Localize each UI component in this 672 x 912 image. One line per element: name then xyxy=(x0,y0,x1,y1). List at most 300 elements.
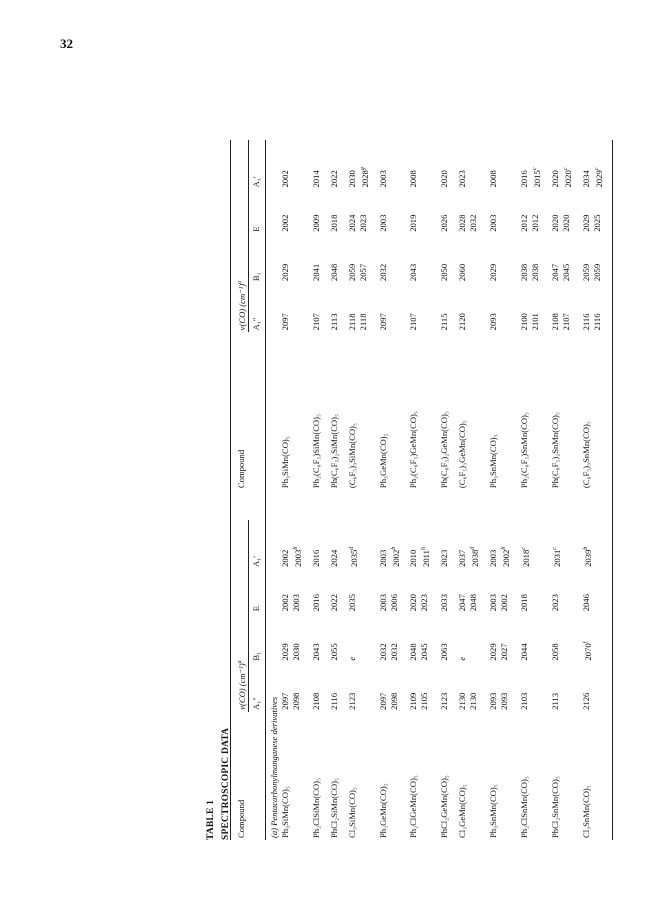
right-b1-text: 2059 xyxy=(591,263,602,282)
right-e-value xyxy=(358,191,369,231)
right-e-text: 2023 xyxy=(357,214,368,232)
header-nu-co-left-sup: a xyxy=(237,660,243,664)
right-e-value xyxy=(408,191,419,231)
left-e-value xyxy=(550,571,561,611)
left-a1pp-text: 2113 xyxy=(549,692,560,710)
left-b1-text: e xyxy=(346,656,357,661)
right-e-text: 2019 xyxy=(408,214,419,232)
left-a1pp-value xyxy=(291,665,302,710)
left-a1pp-cell xyxy=(280,663,304,712)
right-e-value xyxy=(280,191,291,231)
left-a1p-value xyxy=(311,522,322,567)
right-e-value xyxy=(329,191,340,231)
left-b1-value xyxy=(329,615,340,660)
right-e-cell xyxy=(439,189,450,233)
left-a1pp-cell xyxy=(550,663,574,712)
right-compound: Ph₂(C₆F₅)GeMn(CO)₅ xyxy=(408,411,419,489)
right-a1pp-text: 2118 xyxy=(357,313,368,331)
left-b1-value xyxy=(280,615,291,660)
left-b1-value xyxy=(499,615,510,660)
right-e-value xyxy=(519,191,530,231)
left-e-cell xyxy=(280,569,304,613)
left-b1-value xyxy=(550,615,561,660)
right-a1p-text: 2030 xyxy=(346,170,357,188)
right-e-cell xyxy=(457,189,481,233)
right-e-cell xyxy=(311,189,322,233)
right-a1p-text: 2023 xyxy=(457,170,468,188)
left-a1p-cell xyxy=(581,520,605,569)
right-e-value xyxy=(592,191,603,231)
left-a1pp-text: 2123 xyxy=(439,692,450,710)
left-e-text: 2018 xyxy=(519,594,530,612)
right-e-value xyxy=(457,191,468,231)
left-e-text: 2023 xyxy=(549,594,560,612)
right-a1p-cell xyxy=(439,140,450,189)
left-a1p-value xyxy=(389,522,402,567)
left-compound: PhCl₂SnMn(CO)₅ xyxy=(549,776,560,838)
left-a1p-value xyxy=(581,522,594,567)
left-e-cell xyxy=(408,569,432,613)
right-b1-value xyxy=(561,236,572,281)
right-e-cell xyxy=(519,189,543,233)
right-a1p-cell xyxy=(311,140,322,189)
left-a1pp-value xyxy=(457,665,468,710)
right-b1-value xyxy=(329,236,340,281)
right-b1-value xyxy=(550,236,561,281)
right-b1-text: 2041 xyxy=(310,263,321,282)
right-b1-value xyxy=(530,236,541,281)
left-b1-text: 2044 xyxy=(519,643,530,661)
right-a1pp-cell xyxy=(519,283,543,332)
left-a1pp-value xyxy=(581,665,592,710)
right-e-value xyxy=(378,191,389,231)
left-b1-value xyxy=(291,615,302,660)
right-a1pp-text: 2107 xyxy=(310,313,321,331)
right-a1p-text: 2020 xyxy=(549,170,560,188)
left-a1p-footnote: d xyxy=(348,546,355,550)
left-b1-text: 2032 xyxy=(388,643,399,661)
right-e-cell xyxy=(329,189,340,233)
right-a1p-text: 2008 xyxy=(408,170,419,188)
left-a1pp-text: 2109 xyxy=(408,692,419,710)
right-a1pp-text: 2108 xyxy=(549,313,560,331)
right-a1p-text: 2015 xyxy=(531,170,542,188)
left-e-cell xyxy=(550,569,574,613)
subheader-a1p-right: A₁′ xyxy=(248,140,265,189)
left-a1pp-text: 2098 xyxy=(388,692,399,710)
left-a1p-text: 2002 xyxy=(390,549,401,567)
right-b1-cell xyxy=(439,234,450,283)
right-b1-text: 2050 xyxy=(439,263,450,282)
left-a1p-text: 2018 xyxy=(520,549,531,567)
left-b1-value xyxy=(419,615,430,660)
left-a1p-text: 2003 xyxy=(292,549,303,567)
right-a1p-text: 2003 xyxy=(377,170,388,188)
left-a1p-text: 2002 xyxy=(501,549,512,567)
left-a1p-cell xyxy=(488,520,512,569)
left-a1p-cell xyxy=(550,520,574,569)
left-a1p-text: 2023 xyxy=(439,549,450,567)
subheader-a1pp-left: A₁″ xyxy=(248,663,265,712)
table-row xyxy=(581,140,605,840)
left-a1p-value xyxy=(329,522,340,567)
left-b1-cell xyxy=(280,613,304,662)
left-b1-text: e xyxy=(457,656,468,661)
left-e-value xyxy=(347,571,358,611)
right-a1p-cell xyxy=(519,140,543,189)
right-a1p-value xyxy=(530,142,543,187)
page-number: 32 xyxy=(60,36,73,51)
left-a1p-cell xyxy=(439,520,450,569)
table-row xyxy=(519,140,543,840)
right-a1p-text: 2008 xyxy=(488,170,499,188)
left-e-cell xyxy=(457,569,481,613)
left-a1p-value xyxy=(280,522,291,567)
left-b1-text: 2029 xyxy=(279,643,290,661)
left-a1pp-text: 2123 xyxy=(346,692,357,710)
left-a1p-value xyxy=(419,522,432,567)
right-a1p-cell xyxy=(347,140,371,189)
left-a1pp-value xyxy=(499,665,510,710)
left-compound: Cl₃GeMn(CO)₅ xyxy=(457,784,468,838)
left-a1p-value xyxy=(550,522,563,567)
right-a1p-cell xyxy=(581,140,605,189)
left-e-text: 2033 xyxy=(439,594,450,612)
right-e-cell xyxy=(347,189,371,233)
table-row xyxy=(457,140,481,840)
left-b1-cell xyxy=(439,613,450,662)
right-e-text: 2025 xyxy=(591,214,602,232)
left-a1pp-value xyxy=(378,665,389,710)
left-b1-text: 2058 xyxy=(549,643,560,661)
left-b1-text xyxy=(468,658,478,660)
right-a1pp-cell xyxy=(581,283,605,332)
right-a1pp-value xyxy=(280,285,291,330)
right-a1p-cell xyxy=(457,140,481,189)
right-a1pp-value xyxy=(519,285,530,330)
left-b1-value xyxy=(347,615,358,660)
left-a1p-cell xyxy=(457,520,481,569)
left-e-value xyxy=(581,571,592,611)
left-a1p-value xyxy=(347,522,360,567)
right-a1pp-value xyxy=(378,285,389,330)
right-a1p-text: 2028 xyxy=(359,170,370,188)
left-a1p-footnote: b xyxy=(501,546,508,550)
right-a1pp-text: 2113 xyxy=(328,313,339,331)
right-a1pp-value xyxy=(358,285,369,330)
left-a1p-text: 2038 xyxy=(470,549,481,567)
right-compound: Ph₂(C₆F₅)SiMn(CO)₅ xyxy=(310,414,321,489)
left-e-value xyxy=(378,571,389,611)
left-a1pp-cell xyxy=(347,663,371,712)
right-e-value xyxy=(468,191,479,231)
right-a1pp-cell xyxy=(378,283,402,332)
right-e-text: 2009 xyxy=(310,214,321,232)
right-e-text: 2018 xyxy=(328,214,339,232)
left-e-value xyxy=(408,571,419,611)
left-b1-cell xyxy=(311,613,322,662)
right-e-text: 2026 xyxy=(439,214,450,232)
header-compound-left: Compound xyxy=(231,712,249,840)
left-b1-cell xyxy=(457,613,481,662)
left-a1pp-text: 2093 xyxy=(488,692,499,710)
left-a1p-cell xyxy=(378,520,402,569)
left-e-value xyxy=(439,571,450,611)
left-a1p-text: 2003 xyxy=(377,549,388,567)
right-a1pp-text: 2101 xyxy=(530,313,541,331)
left-b1-value xyxy=(408,615,419,660)
left-a1pp-cell xyxy=(439,663,450,712)
right-e-text: 2012 xyxy=(519,214,530,232)
left-b1-text: 2045 xyxy=(419,643,430,661)
left-a1pp-text: 2097 xyxy=(279,692,290,710)
left-compound: PhCl₂GeMn(CO)₅ xyxy=(439,775,450,838)
right-a1pp-value xyxy=(550,285,561,330)
left-a1p-value xyxy=(468,522,481,567)
left-b1-cell xyxy=(550,613,574,662)
left-compound: Cl₃SnMn(CO)₅ xyxy=(580,785,591,838)
right-a1pp-cell xyxy=(280,283,304,332)
left-a1p-footnote: c xyxy=(551,547,558,550)
left-e-cell xyxy=(488,569,512,613)
left-a1pp-cell xyxy=(408,663,432,712)
right-e-text: 2003 xyxy=(488,214,499,232)
right-b1-cell xyxy=(347,234,371,283)
left-e-value xyxy=(280,571,291,611)
right-a1p-text: 2020 xyxy=(562,170,573,188)
left-e-cell xyxy=(329,569,340,613)
table-row xyxy=(378,140,402,840)
header-nu-co-left-text: ν(CO) (cm⁻¹) xyxy=(236,663,247,710)
right-a1pp-text: 2116 xyxy=(580,313,591,331)
left-a1p-value xyxy=(408,522,419,567)
right-b1-value xyxy=(408,236,419,281)
right-e-value xyxy=(311,191,322,231)
left-b1-text: 2032 xyxy=(377,643,388,661)
right-e-value xyxy=(550,191,561,231)
table-row xyxy=(311,140,322,840)
left-a1p-text: 2024 xyxy=(328,549,339,567)
right-e-cell xyxy=(378,189,402,233)
left-b1-value xyxy=(389,615,400,660)
right-a1p-value xyxy=(280,142,291,187)
right-compound: (C₆F₅)₃SnMn(CO)₅ xyxy=(580,421,591,489)
right-a1p-text: 2014 xyxy=(310,170,321,188)
subheader-b1-left: B₁ xyxy=(248,613,265,662)
header-compound-right: Compound xyxy=(231,332,249,490)
right-b1-value xyxy=(457,236,468,281)
left-e-value xyxy=(311,571,322,611)
table-row xyxy=(488,140,512,840)
right-b1-text: 2045 xyxy=(560,263,571,282)
left-b1-value xyxy=(311,615,322,660)
left-e-value xyxy=(499,571,510,611)
left-e-text: 2003 xyxy=(488,594,499,612)
left-a1p-value xyxy=(457,522,468,567)
right-b1-cell xyxy=(581,234,605,283)
right-e-value xyxy=(561,191,572,231)
left-b1-cell xyxy=(581,613,605,662)
left-e-value xyxy=(419,571,430,611)
left-e-text: 2016 xyxy=(310,594,321,612)
left-b1-cell xyxy=(378,613,402,662)
right-a1p-value xyxy=(358,142,371,187)
left-e-cell xyxy=(581,569,605,613)
right-e-value xyxy=(439,191,450,231)
right-a1p-value xyxy=(311,142,322,187)
right-compound: Ph(C₆F₅)₂SiMn(CO)₅ xyxy=(328,414,339,489)
subheader-b1-right: B₁ xyxy=(248,234,265,283)
left-a1p-footnote: d xyxy=(470,546,477,550)
left-e-text: 2003 xyxy=(377,594,388,612)
left-a1pp-cell xyxy=(311,663,322,712)
right-e-text: 2028 xyxy=(457,214,468,232)
right-b1-cell xyxy=(408,234,432,283)
right-b1-cell xyxy=(311,234,322,283)
right-b1-value xyxy=(439,236,450,281)
right-e-text: 2029 xyxy=(580,214,591,232)
right-b1-text: 2038 xyxy=(519,263,530,282)
left-a1pp-value xyxy=(419,665,430,710)
left-e-value xyxy=(457,571,468,611)
right-a1pp-text: 2107 xyxy=(408,313,419,331)
right-a1pp-value xyxy=(592,285,603,330)
right-b1-text: 2043 xyxy=(408,263,419,282)
right-a1p-footnote: c xyxy=(532,167,539,171)
right-e-text: 2002 xyxy=(279,214,290,232)
right-b1-cell xyxy=(457,234,481,283)
left-e-cell xyxy=(378,569,402,613)
left-b1-cell xyxy=(408,613,432,662)
right-e-cell xyxy=(581,189,605,233)
right-compound: Ph(C₆F₅)₂GeMn(CO)₅ xyxy=(439,411,450,489)
left-a1p-footnote: c xyxy=(521,547,528,550)
right-compound: Ph₂(C₆F₅)SnMn(CO)₅ xyxy=(519,412,530,489)
left-a1pp-value xyxy=(408,665,419,710)
right-a1p-text: 2034 xyxy=(580,170,591,188)
table-title: SPECTROSCOPIC DATA xyxy=(221,727,231,840)
left-a1pp-text: 2108 xyxy=(310,692,321,710)
left-a1pp-value xyxy=(519,665,530,710)
left-a1p-cell xyxy=(280,520,304,569)
left-b1-value xyxy=(468,615,479,660)
left-a1p-text: 2035 xyxy=(348,549,359,567)
left-b1-cell xyxy=(488,613,512,662)
left-a1p-text: 2039 xyxy=(582,549,593,567)
subheader-e-right: E xyxy=(248,189,265,233)
table-row xyxy=(550,140,574,840)
left-b1-text: 2070 xyxy=(582,643,593,661)
right-a1pp-cell xyxy=(488,283,512,332)
right-e-value xyxy=(347,191,358,231)
spectroscopic-table xyxy=(230,140,613,840)
right-b1-cell xyxy=(488,234,512,283)
right-a1pp-text: 2097 xyxy=(377,313,388,331)
left-a1pp-text: 2105 xyxy=(419,692,430,710)
right-b1-text: 2029 xyxy=(279,263,290,282)
right-b1-cell xyxy=(280,234,304,283)
right-b1-value xyxy=(581,236,592,281)
left-b1-text: 2029 xyxy=(488,643,499,661)
right-a1p-value xyxy=(550,142,561,187)
left-a1p-cell xyxy=(347,520,371,569)
left-e-text: 2023 xyxy=(419,594,430,612)
table-label: TABLE 1 xyxy=(206,799,216,840)
right-b1-value xyxy=(488,236,499,281)
table-row xyxy=(347,140,371,840)
left-e-text: 2003 xyxy=(290,594,301,612)
right-compound: Ph₃SiMn(CO)₅ xyxy=(279,436,290,489)
left-a1pp-value xyxy=(488,665,499,710)
right-e-cell xyxy=(280,189,304,233)
left-compound: Ph₃GeMn(CO)₅ xyxy=(377,783,388,838)
subheader-a1p-left: A₁′ xyxy=(248,520,265,569)
left-e-text: 2046 xyxy=(580,594,591,612)
right-a1pp-value xyxy=(581,285,592,330)
table-row xyxy=(329,140,340,840)
left-e-cell xyxy=(311,569,322,613)
right-a1p-value xyxy=(378,142,389,187)
right-a1pp-text: 2097 xyxy=(279,313,290,331)
left-a1p-cell xyxy=(519,520,543,569)
right-a1pp-value xyxy=(439,285,450,330)
right-b1-text: 2059 xyxy=(580,263,591,282)
left-e-value xyxy=(291,571,302,611)
right-a1pp-cell xyxy=(347,283,371,332)
right-b1-cell xyxy=(519,234,543,283)
left-b1-value xyxy=(378,615,389,660)
left-a1p-value xyxy=(291,522,304,567)
left-a1p-value xyxy=(519,522,532,567)
left-a1pp-value xyxy=(329,665,340,710)
right-a1pp-text: 2100 xyxy=(519,313,530,331)
left-e-value xyxy=(519,571,530,611)
right-a1p-value xyxy=(561,142,574,187)
left-a1pp-cell xyxy=(488,663,512,712)
left-e-text: 2035 xyxy=(346,594,357,612)
right-e-text: 2020 xyxy=(560,214,571,232)
left-e-value xyxy=(468,571,479,611)
right-a1p-text: 2020 xyxy=(439,170,450,188)
right-b1-value xyxy=(311,236,322,281)
right-compound: (C₆F₅)₃GeMn(CO)₅ xyxy=(457,420,468,489)
left-a1pp-cell xyxy=(457,663,481,712)
right-a1pp-value xyxy=(457,285,468,330)
header-nu-co-right-sup: a xyxy=(237,280,243,284)
right-a1p-footnote: g xyxy=(359,167,366,171)
right-compound: (C₆F₅)₃SiMn(CO)₅ xyxy=(346,423,357,489)
left-a1p-cell xyxy=(408,520,432,569)
left-b1-footnote: f xyxy=(582,641,589,644)
left-compound: Ph₂ClGeMn(CO)₅ xyxy=(408,775,419,838)
left-a1pp-value xyxy=(280,665,291,710)
right-b1-text: 2047 xyxy=(549,263,560,282)
right-a1p-footnote: c xyxy=(562,167,569,171)
left-a1p-footnote: b xyxy=(582,546,589,550)
left-b1-text: 2027 xyxy=(499,643,510,661)
left-a1pp-cell xyxy=(519,663,543,712)
right-e-cell xyxy=(408,189,432,233)
table-row xyxy=(280,140,304,840)
right-b1-text: 2032 xyxy=(377,263,388,282)
left-a1pp-cell xyxy=(581,663,605,712)
right-a1pp-cell xyxy=(408,283,432,332)
right-a1pp-cell xyxy=(457,283,481,332)
left-a1p-value xyxy=(439,522,450,567)
right-compound: Ph₃GeMn(CO)₅ xyxy=(377,433,388,489)
left-b1-text: 2030 xyxy=(290,643,301,661)
left-e-value xyxy=(488,571,499,611)
